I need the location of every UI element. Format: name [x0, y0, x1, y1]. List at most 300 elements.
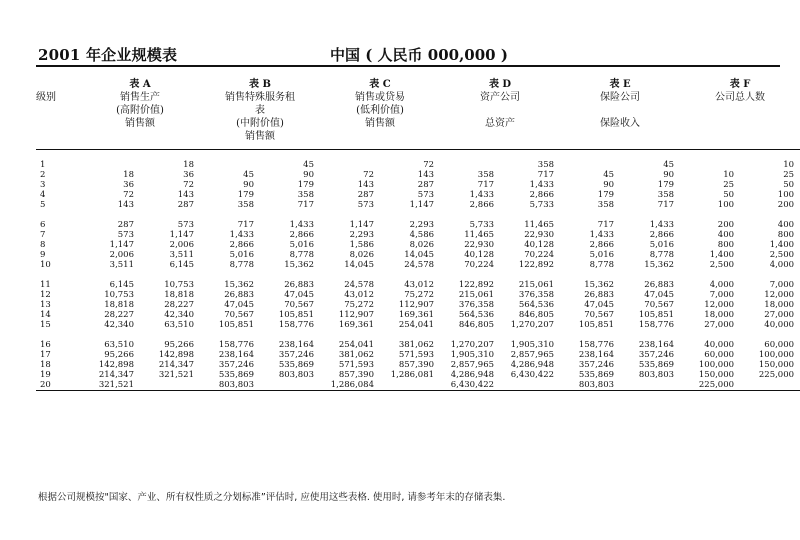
value-cell: 70,567	[644, 300, 675, 310]
header-row-desc	[36, 130, 800, 143]
value-cell: 6,430,422	[440, 380, 500, 391]
table-row	[36, 260, 800, 270]
value-cell: 40,000	[704, 340, 735, 350]
value-cell: 1,433	[229, 230, 254, 240]
value-cell: 381,062	[338, 350, 374, 360]
value-cell: 158,776	[578, 340, 615, 350]
value-cell: 90	[243, 180, 254, 190]
enterprise-size-table	[36, 78, 800, 391]
value-cell: 27,000	[764, 310, 795, 320]
value-cell: 43,012	[344, 290, 374, 300]
value-cell: 47,045	[284, 290, 314, 300]
value-cell: 6,145	[169, 260, 194, 270]
value-cell: 571,593	[398, 350, 435, 360]
value-cell: 47,045	[224, 300, 254, 310]
value-cell: 1,586	[349, 240, 374, 250]
value-cell: 60,000	[764, 340, 795, 350]
level-cell: 20	[36, 380, 80, 391]
value-cell: 225,000	[680, 380, 740, 391]
value-cell: 238,164	[278, 340, 314, 350]
level-cell: 2	[40, 170, 46, 180]
value-cell: 11,465	[464, 230, 495, 240]
value-cell: 150,000	[698, 370, 735, 380]
value-cell: 11,465	[524, 220, 555, 230]
value-cell: 376,358	[458, 300, 495, 310]
value-cell: 214,347	[98, 370, 134, 380]
value-cell: 564,536	[518, 300, 555, 310]
value-cell: 90	[603, 180, 615, 190]
value-cell: 15,362	[644, 260, 675, 270]
value-cell: 7,000	[709, 290, 735, 300]
level-cell: 10	[40, 260, 51, 270]
value-cell	[440, 160, 500, 170]
table-desc-line	[680, 130, 800, 143]
value-cell: 15,362	[224, 280, 254, 290]
value-cell: 122,892	[458, 280, 495, 290]
value-cell: 4,586	[409, 230, 435, 240]
value-cell: 803,803	[560, 380, 620, 391]
value-cell: 26,883	[284, 280, 314, 290]
value-cell: 142,898	[158, 350, 194, 360]
value-cell: 1,905,310	[450, 350, 495, 360]
value-cell: 70,567	[284, 300, 314, 310]
value-cell: 72	[423, 160, 435, 170]
value-cell: 45	[243, 170, 254, 180]
value-cell: 3,511	[109, 260, 134, 270]
header-blank	[36, 130, 80, 143]
value-cell: 36	[183, 170, 194, 180]
table-desc-line: 销售额	[365, 118, 395, 129]
value-cell: 1,400	[709, 250, 735, 260]
table-row	[36, 190, 800, 200]
value-cell: 179	[297, 180, 314, 190]
header-blank	[36, 78, 80, 91]
value-cell: 2,866	[589, 240, 615, 250]
table-name-header: 表 F	[729, 79, 751, 90]
value-cell: 400	[717, 230, 735, 240]
table-desc-line: 公司总人数	[715, 92, 766, 103]
value-cell: 1,905,310	[510, 340, 555, 350]
value-cell: 1,270,207	[510, 320, 555, 330]
value-cell: 5,016	[649, 240, 675, 250]
table-desc-line: 表	[255, 105, 265, 116]
value-cell: 50	[723, 190, 735, 200]
value-cell: 8,778	[289, 250, 314, 260]
value-cell: 143	[177, 190, 194, 200]
table-row	[36, 180, 800, 190]
value-cell: 100	[777, 190, 795, 200]
value-cell: 717	[297, 200, 314, 210]
value-cell: 287	[357, 190, 374, 200]
value-cell: 28,227	[164, 300, 194, 310]
value-cell: 5,016	[289, 240, 314, 250]
value-cell: 2,866	[229, 240, 254, 250]
value-cell: 18	[183, 160, 194, 170]
value-cell: 717	[237, 220, 254, 230]
level-cell: 16	[40, 340, 51, 350]
value-cell: 214,347	[158, 360, 194, 370]
value-cell: 169,361	[398, 310, 435, 320]
value-cell: 100,000	[698, 360, 735, 370]
title-rule	[36, 65, 780, 67]
table-desc-line: 销售额	[125, 118, 155, 129]
footnote: 根据公司规模按"国家、产业、所有权性质之分划标准”评估时, 应使用这些表格. 使用时, 请参考年末的存储表集.	[38, 492, 506, 503]
value-cell	[320, 160, 380, 170]
value-cell: 10,753	[164, 280, 194, 290]
value-cell: 358	[597, 200, 615, 210]
value-cell: 4,000	[769, 260, 795, 270]
value-cell: 215,061	[518, 280, 555, 290]
value-cell: 1,433	[289, 220, 314, 230]
value-cell: 573	[357, 200, 374, 210]
value-cell: 60,000	[704, 350, 735, 360]
table-row	[36, 290, 800, 300]
level-cell: 7	[40, 230, 46, 240]
table-row	[36, 320, 800, 330]
value-cell: 75,272	[404, 290, 435, 300]
value-cell: 254,041	[398, 320, 435, 330]
value-cell: 4,286,948	[450, 370, 495, 380]
value-cell: 800	[717, 240, 735, 250]
level-cell: 13	[40, 300, 51, 310]
value-cell: 2,866	[289, 230, 314, 240]
value-cell: 122,892	[518, 260, 555, 270]
value-cell: 357,246	[578, 360, 615, 370]
value-cell: 105,851	[578, 320, 615, 330]
value-cell: 5,733	[529, 200, 555, 210]
table-desc-line: 销售生产	[120, 92, 160, 103]
value-cell: 143	[357, 180, 374, 190]
level-cell: 4	[40, 190, 46, 200]
value-cell: 1,147	[109, 240, 134, 250]
value-cell: 8,026	[409, 240, 435, 250]
value-cell: 8,026	[349, 250, 374, 260]
value-cell: 179	[657, 180, 675, 190]
value-cell: 238,164	[638, 340, 675, 350]
value-cell: 573	[177, 220, 194, 230]
spacer-row	[36, 210, 800, 220]
value-cell: 72	[123, 190, 134, 200]
table-row	[36, 300, 800, 310]
value-cell	[380, 380, 440, 391]
value-cell: 1,433	[649, 220, 675, 230]
value-cell: 2,293	[349, 230, 374, 240]
value-cell: 357,246	[278, 350, 314, 360]
value-cell: 215,061	[458, 290, 495, 300]
value-cell	[560, 160, 620, 170]
spacer-row	[36, 270, 800, 280]
value-cell: 564,536	[458, 310, 495, 320]
level-cell: 11	[40, 280, 51, 290]
table-name-header: 表 C	[369, 79, 391, 90]
value-cell: 1,286,081	[390, 370, 435, 380]
level-cell: 18	[40, 360, 51, 370]
table-desc-line	[320, 130, 440, 143]
value-cell: 14,045	[404, 250, 435, 260]
value-cell: 800	[777, 230, 795, 240]
spacer-cell	[36, 270, 800, 280]
value-cell: 357,246	[218, 360, 254, 370]
table-body	[36, 78, 800, 391]
value-cell: 25	[723, 180, 735, 190]
value-cell: 2,866	[649, 230, 675, 240]
value-cell: 3,511	[169, 250, 194, 260]
value-cell: 47,045	[644, 290, 675, 300]
value-cell	[740, 380, 800, 391]
value-cell: 43,012	[404, 280, 435, 290]
value-cell: 36	[123, 180, 134, 190]
table-name-header: 表 E	[609, 79, 631, 90]
value-cell: 4,000	[709, 280, 735, 290]
value-cell: 535,869	[578, 370, 615, 380]
value-cell: 18	[123, 170, 134, 180]
value-cell: 200	[777, 200, 795, 210]
value-cell: 357,246	[638, 350, 675, 360]
table-row	[36, 230, 800, 240]
value-cell: 158,776	[218, 340, 254, 350]
value-cell: 381,062	[398, 340, 435, 350]
value-cell: 846,805	[518, 310, 555, 320]
value-cell: 158,776	[278, 320, 314, 330]
value-cell: 45	[663, 160, 675, 170]
value-cell: 717	[657, 200, 675, 210]
table-row	[36, 280, 800, 290]
value-cell: 18,818	[164, 290, 194, 300]
value-cell: 535,869	[218, 370, 254, 380]
level-header: 级别	[36, 92, 56, 103]
value-cell: 50	[783, 180, 795, 190]
value-cell: 105,851	[278, 310, 314, 320]
value-cell: 179	[597, 190, 615, 200]
value-cell: 717	[537, 170, 555, 180]
value-cell: 12,000	[764, 290, 795, 300]
value-cell	[500, 380, 560, 391]
table-desc-line: 保险收入	[600, 118, 641, 129]
value-cell: 254,041	[338, 340, 374, 350]
value-cell: 15,362	[584, 280, 615, 290]
value-cell: 105,851	[218, 320, 254, 330]
level-cell: 9	[40, 250, 46, 260]
table-desc-line: 保险公司	[600, 92, 641, 103]
table-row	[36, 310, 800, 320]
value-cell: 90	[303, 170, 314, 180]
value-cell: 8,778	[589, 260, 615, 270]
value-cell: 8,778	[649, 250, 675, 260]
value-cell: 112,907	[338, 310, 374, 320]
value-cell: 70,224	[524, 250, 555, 260]
table-name-header: 表 B	[249, 79, 271, 90]
value-cell: 75,272	[344, 300, 374, 310]
value-cell: 15,362	[284, 260, 314, 270]
value-cell: 1,433	[529, 180, 555, 190]
value-cell: 1,286,084	[320, 380, 380, 391]
value-cell: 8,778	[229, 260, 254, 270]
value-cell: 95,266	[104, 350, 134, 360]
value-cell: 225,000	[758, 370, 795, 380]
table-desc-line: (中附价值)	[236, 118, 284, 129]
value-cell: 1,433	[589, 230, 615, 240]
value-cell: 400	[777, 220, 795, 230]
table-row	[36, 170, 800, 180]
value-cell: 40,000	[764, 320, 795, 330]
value-cell: 2,006	[169, 240, 194, 250]
table-desc-line	[680, 104, 800, 117]
table-desc-line	[560, 104, 680, 117]
spacer-cell	[36, 330, 800, 340]
value-cell: 45	[303, 160, 314, 170]
value-cell	[260, 380, 320, 391]
value-cell: 100,000	[758, 350, 795, 360]
value-cell: 287	[117, 220, 134, 230]
table-desc-line	[440, 130, 560, 143]
value-cell: 100	[717, 200, 735, 210]
value-cell: 6,430,422	[510, 370, 555, 380]
value-cell: 40,128	[524, 240, 555, 250]
value-cell: 717	[597, 220, 615, 230]
table-row	[36, 360, 800, 370]
value-cell: 803,803	[200, 380, 260, 391]
spacer-row	[36, 330, 800, 340]
value-cell: 158,776	[638, 320, 675, 330]
value-cell: 358	[537, 160, 555, 170]
value-cell: 18,000	[764, 300, 795, 310]
value-cell: 5,733	[469, 220, 495, 230]
table-desc-line	[80, 130, 200, 143]
spacer-row	[36, 150, 800, 161]
value-cell: 200	[717, 220, 735, 230]
level-cell: 17	[40, 350, 51, 360]
value-cell: 143	[417, 170, 435, 180]
value-cell: 6,145	[109, 280, 134, 290]
value-cell: 571,593	[338, 360, 374, 370]
value-cell: 42,340	[164, 310, 194, 320]
value-cell: 18,818	[104, 300, 134, 310]
value-cell: 26,883	[584, 290, 615, 300]
value-cell: 2,500	[769, 250, 795, 260]
level-cell: 5	[40, 200, 46, 210]
value-cell: 1,270,207	[450, 340, 495, 350]
table-desc-line: 总资产	[485, 118, 516, 129]
header-blank	[36, 117, 80, 130]
header-blank	[36, 104, 80, 117]
value-cell: 1,433	[469, 190, 495, 200]
value-cell: 238,164	[218, 350, 254, 360]
header-row-names	[36, 78, 800, 91]
value-cell: 72	[363, 170, 374, 180]
level-cell: 19	[40, 370, 51, 380]
value-cell: 4,286,948	[510, 360, 555, 370]
table-row	[36, 220, 800, 230]
value-cell: 287	[417, 180, 435, 190]
value-cell: 573	[117, 230, 134, 240]
table-desc-line: 销售额	[245, 131, 275, 142]
value-cell: 169,361	[338, 320, 374, 330]
value-cell: 70,567	[224, 310, 254, 320]
value-cell: 846,805	[458, 320, 495, 330]
value-cell: 22,930	[524, 230, 555, 240]
value-cell: 40,128	[464, 250, 495, 260]
level-cell: 15	[40, 320, 51, 330]
value-cell: 27,000	[704, 320, 735, 330]
value-cell: 25	[783, 170, 795, 180]
table-desc-line	[680, 117, 800, 130]
value-cell: 358	[297, 190, 314, 200]
value-cell: 24,578	[344, 280, 374, 290]
value-cell: 287	[177, 200, 194, 210]
value-cell: 10	[783, 160, 795, 170]
value-cell: 143	[117, 200, 134, 210]
value-cell: 238,164	[578, 350, 615, 360]
table-row	[36, 340, 800, 350]
level-cell: 3	[40, 180, 46, 190]
table-name-header: 表 A	[129, 79, 151, 90]
currency-note: 中国 ( 人民币 000,000 )	[330, 46, 508, 64]
table-row	[36, 160, 800, 170]
value-cell: 142,898	[98, 360, 134, 370]
level-cell: 1	[40, 160, 46, 170]
table-row	[36, 250, 800, 260]
value-cell: 5,016	[229, 250, 254, 260]
value-cell: 28,227	[104, 310, 134, 320]
value-cell: 2,293	[409, 220, 435, 230]
value-cell: 7,000	[769, 280, 795, 290]
value-cell: 376,358	[518, 290, 555, 300]
value-cell: 14,045	[344, 260, 374, 270]
value-cell: 321,521	[158, 370, 194, 380]
value-cell: 1,400	[769, 240, 795, 250]
value-cell	[620, 380, 680, 391]
table-row	[36, 370, 800, 380]
table-row	[36, 350, 800, 360]
value-cell: 2,866	[469, 200, 495, 210]
value-cell: 358	[237, 200, 254, 210]
value-cell: 95,266	[164, 340, 194, 350]
table-desc-line: 销售特殊服务租	[225, 92, 295, 103]
value-cell: 90	[663, 170, 675, 180]
value-cell: 535,869	[278, 360, 314, 370]
table-name-header: 表 D	[488, 79, 512, 90]
table-row	[36, 380, 800, 391]
value-cell: 47,045	[584, 300, 615, 310]
table-desc-line	[560, 130, 680, 143]
value-cell: 358	[657, 190, 675, 200]
value-cell: 45	[603, 170, 615, 180]
spacer-cell	[36, 210, 800, 220]
table-row	[36, 200, 800, 210]
table-desc-line: 销售或贷易	[355, 92, 405, 103]
value-cell: 63,510	[164, 320, 194, 330]
value-cell: 5,016	[589, 250, 615, 260]
header-row-desc	[36, 91, 800, 104]
header-row-desc	[36, 117, 800, 130]
value-cell: 72	[183, 180, 194, 190]
value-cell: 24,578	[404, 260, 435, 270]
value-cell: 1,147	[409, 200, 435, 210]
value-cell: 150,000	[758, 360, 795, 370]
table-row	[36, 240, 800, 250]
value-cell: 1,147	[349, 220, 374, 230]
value-cell: 2,006	[109, 250, 134, 260]
value-cell: 42,340	[104, 320, 134, 330]
value-cell: 358	[477, 170, 495, 180]
value-cell: 26,883	[224, 290, 254, 300]
value-cell	[680, 160, 740, 170]
value-cell: 12,000	[704, 300, 735, 310]
value-cell: 573	[417, 190, 435, 200]
value-cell	[200, 160, 260, 170]
value-cell: 535,869	[638, 360, 675, 370]
table-desc-line	[440, 104, 560, 117]
